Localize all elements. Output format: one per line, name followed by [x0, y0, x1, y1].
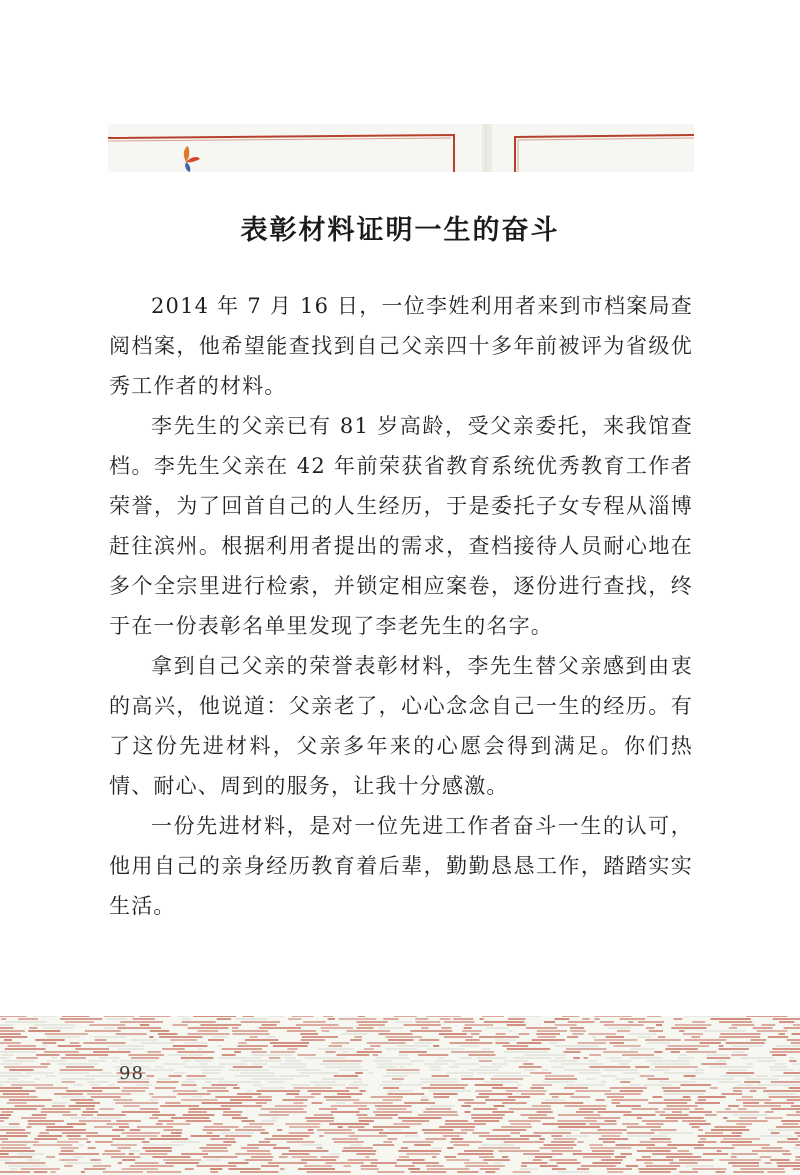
top-decorative-image: [108, 124, 694, 172]
paragraph: 一份先进材料，是对一位先进工作者奋斗一生的认可，他用自己的亲身经历教育着后辈，勤勤恳恳工作，踏踏实实生活。: [109, 814, 693, 918]
bottom-decorative-band: [0, 1016, 800, 1175]
paragraph: 拿到自己父亲的荣誉表彰材料，李先生替父亲感到由衷的高兴，他说道：父亲老了，心心念念自己一生的经历。有了这份先进材料，父亲多年来的心愿会得到满足。你们热情、耐心、周到的服务，让我十分感激。: [109, 654, 693, 798]
paragraph: 李先生的父亲已有 81 岁高龄，受父亲委托，来我馆查档。李先生父亲在 42 年前荣获省教育系统优秀教育工作者荣誉，为了回首自己的人生经历，于是委托子女专程从淄博赶往滨州。根据利用者提出的需求，查档接待人员耐心地在多个全宗里进行检索，并锁定相应案卷，逐份进行查找，终于在一份表彰名单里发现了李老先生的名字。: [109, 414, 693, 638]
article-body: [109, 286, 693, 926]
article-title: 表彰材料证明一生的奋斗: [240, 215, 560, 246]
paragraph: 2014 年 7 月 16 日，一位李姓利用者来到市档案局查阅档案，他希望能查找到自己父亲四十多年前被评为省级优秀工作者的材料。: [109, 294, 693, 398]
page-number: 98: [119, 1063, 144, 1084]
